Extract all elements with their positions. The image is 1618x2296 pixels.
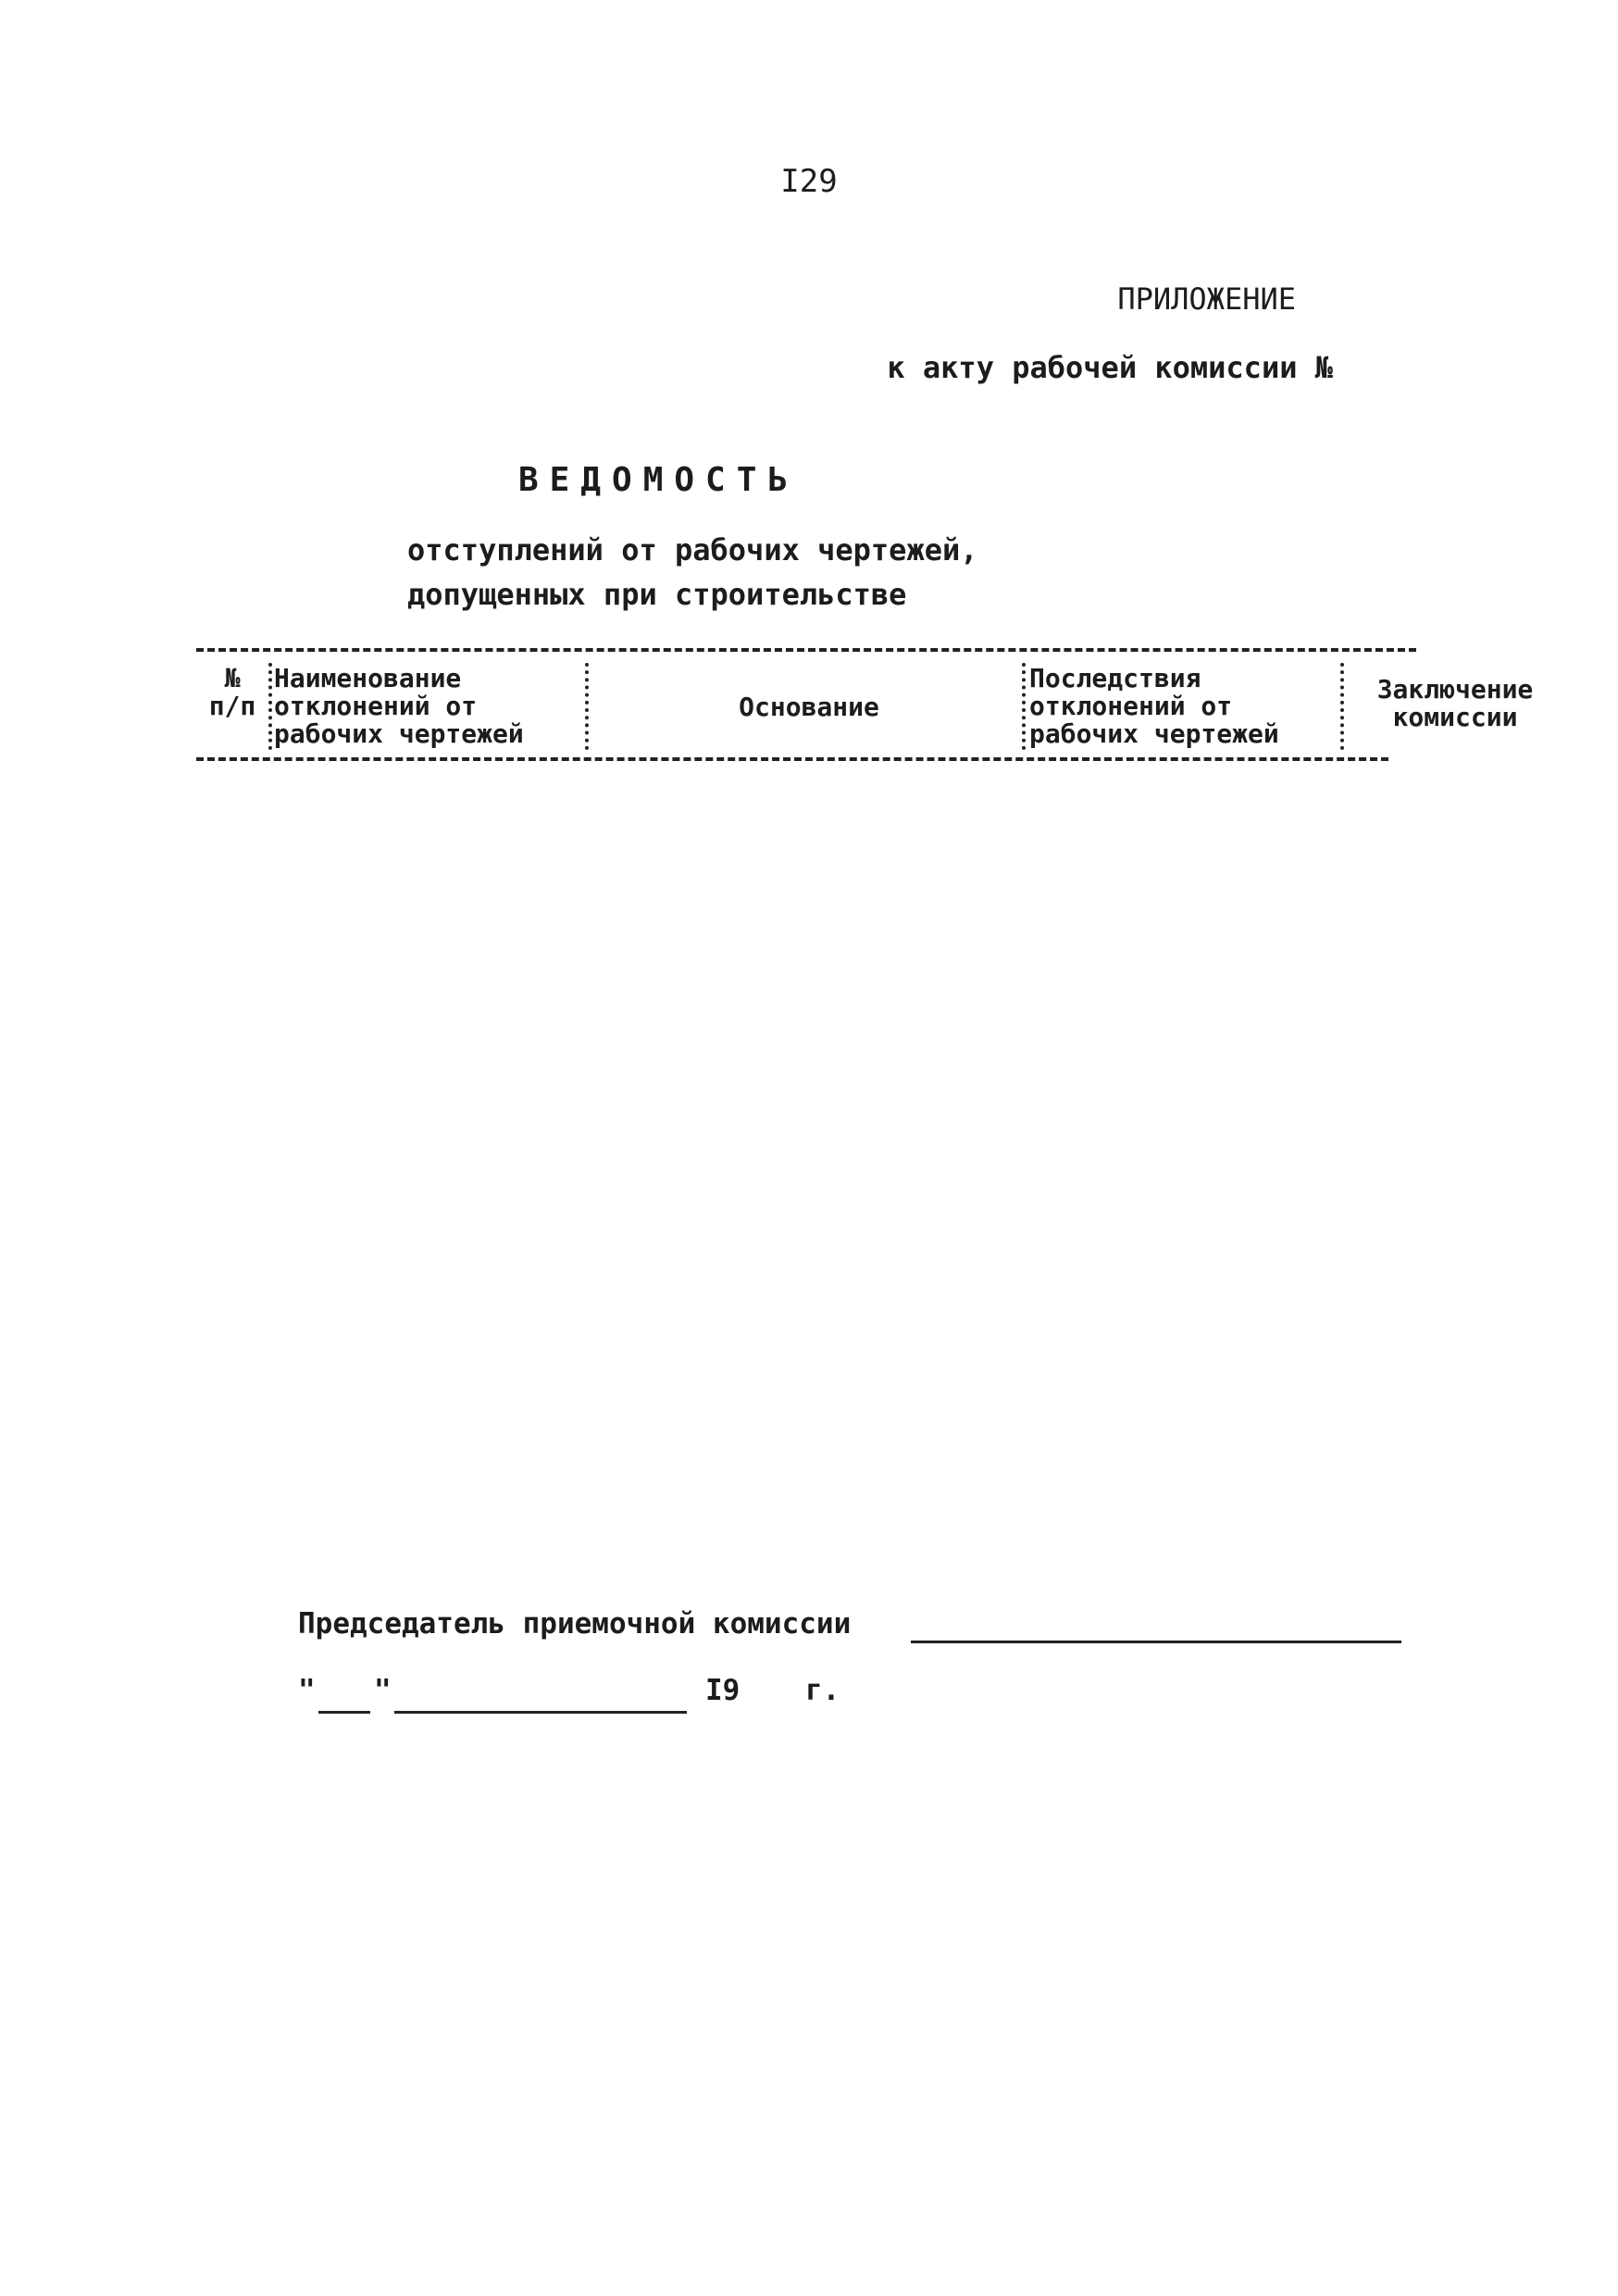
subtitle-line-1: отступлений от рабочих чертежей, <box>407 532 978 568</box>
column-header-commission-conclusion: Заключение комиссии <box>1376 674 1534 732</box>
document-subtitle <box>407 528 1111 617</box>
document-title: ВЕДОМОСТЬ <box>518 461 800 499</box>
column-header-deviation-name: Наименование отклонений от рабочих чертежей <box>274 663 524 749</box>
column-header-basis: Основание <box>739 692 879 722</box>
appendix-reference: к акту рабочей комиссии № <box>887 350 1333 385</box>
date-day-field[interactable] <box>318 1711 370 1714</box>
column-separator <box>585 663 589 750</box>
column-header-consequences: Последствия отклонений от рабочих чертежей <box>1029 663 1279 749</box>
date-month-field[interactable] <box>394 1711 687 1714</box>
header-top-rule <box>196 648 1416 652</box>
header-bottom-rule <box>196 757 1388 761</box>
subtitle-line-2: допущенных при строительстве <box>407 577 907 612</box>
chair-signature-line[interactable] <box>911 1641 1401 1643</box>
column-header-number: № п/п <box>208 663 256 721</box>
column-separator <box>1022 663 1026 750</box>
date-quote-open: " <box>298 1674 316 1707</box>
date-quote-close: " <box>374 1674 392 1707</box>
date-year-prefix: I9 <box>705 1674 741 1707</box>
date-year-suffix: г. <box>805 1674 840 1707</box>
signature-date-row <box>298 1674 872 1729</box>
column-separator <box>268 663 272 750</box>
appendix-title: ПРИЛОЖЕНИЕ <box>1117 281 1296 317</box>
ledger-table-header <box>196 639 1534 768</box>
page-number: I29 <box>780 163 838 200</box>
chair-signature-label: Председатель приемочной комиссии <box>298 1607 852 1641</box>
